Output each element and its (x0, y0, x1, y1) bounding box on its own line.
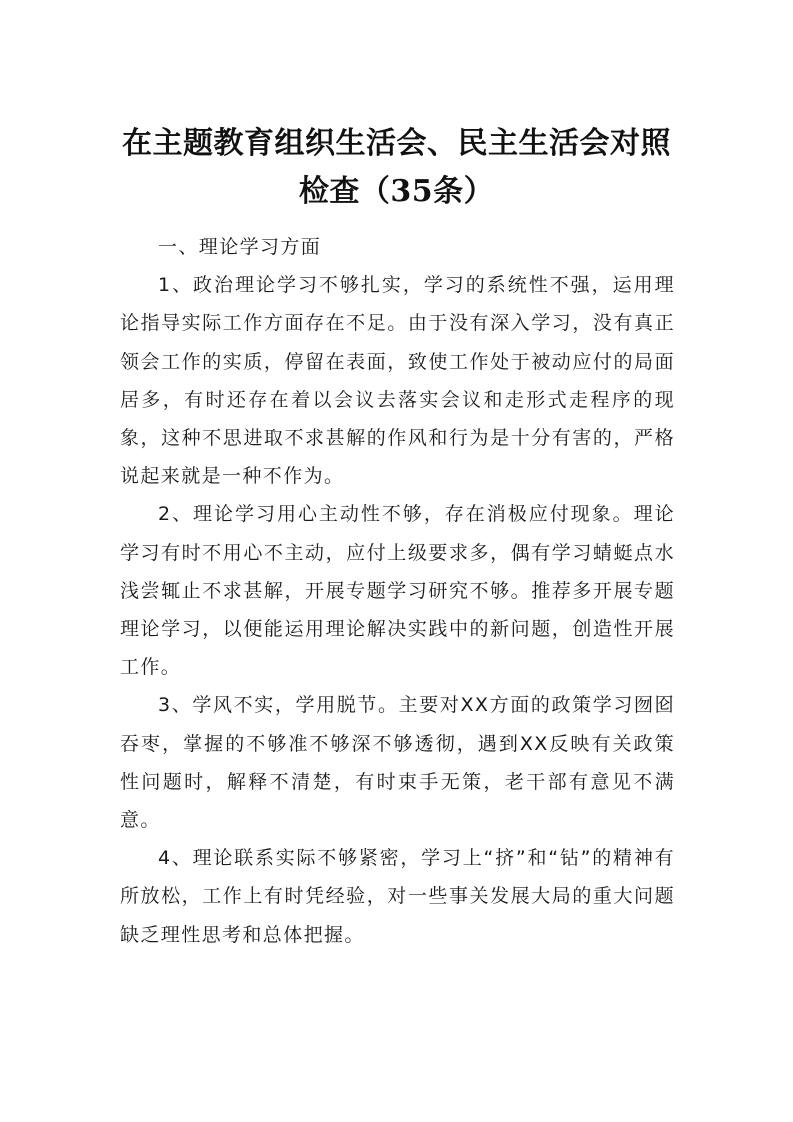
document-body (120, 228, 675, 954)
paragraph-1: 1、政治理论学习不够扎实，学习的系统性不强，运用理论指导实际工作方面存在不足。由于没有深入学习，没有真正领会工作的实质，停留在表面，致使工作处于被动应付的局面居多，有时还存在着以会议去落实会议和走形式走程序的现象，这种不思进取不求甚解的作风和行为是十分有害的，严格说起来就是一种不作为。 (120, 274, 675, 488)
paragraph-4: 4、理论联系实际不够紧密，学习上“挤”和“钻”的精神有所放松，工作上有时凭经验，对一些事关发展大局的重大问题缺乏理性思考和总体把握。 (120, 847, 675, 946)
section-heading: 一、理论学习方面 (158, 236, 322, 258)
document-title: 在主题教育组织生活会、民主生活会对照检查（35条） (122, 126, 671, 209)
paragraph-3: 3、学风不实，学用脱节。主要对XX方面的政策学习囫囵吞枣，掌握的不够准不够深不够透彻，遇到XX反映有关政策性问题时，解释不清楚，有时束手无策，老干部有意见不满意。 (120, 694, 675, 832)
paragraph-2: 2、理论学习用心主动性不够，存在消极应付现象。理论学习有时不用心不主动，应付上级要求多，偶有学习蜻蜓点水浅尝辄止不求甚解，开展专题学习研究不够。推荐多开展专题理论学习，以便能运用理论解决实践中的新问题，创造性开展工作。 (120, 503, 675, 679)
